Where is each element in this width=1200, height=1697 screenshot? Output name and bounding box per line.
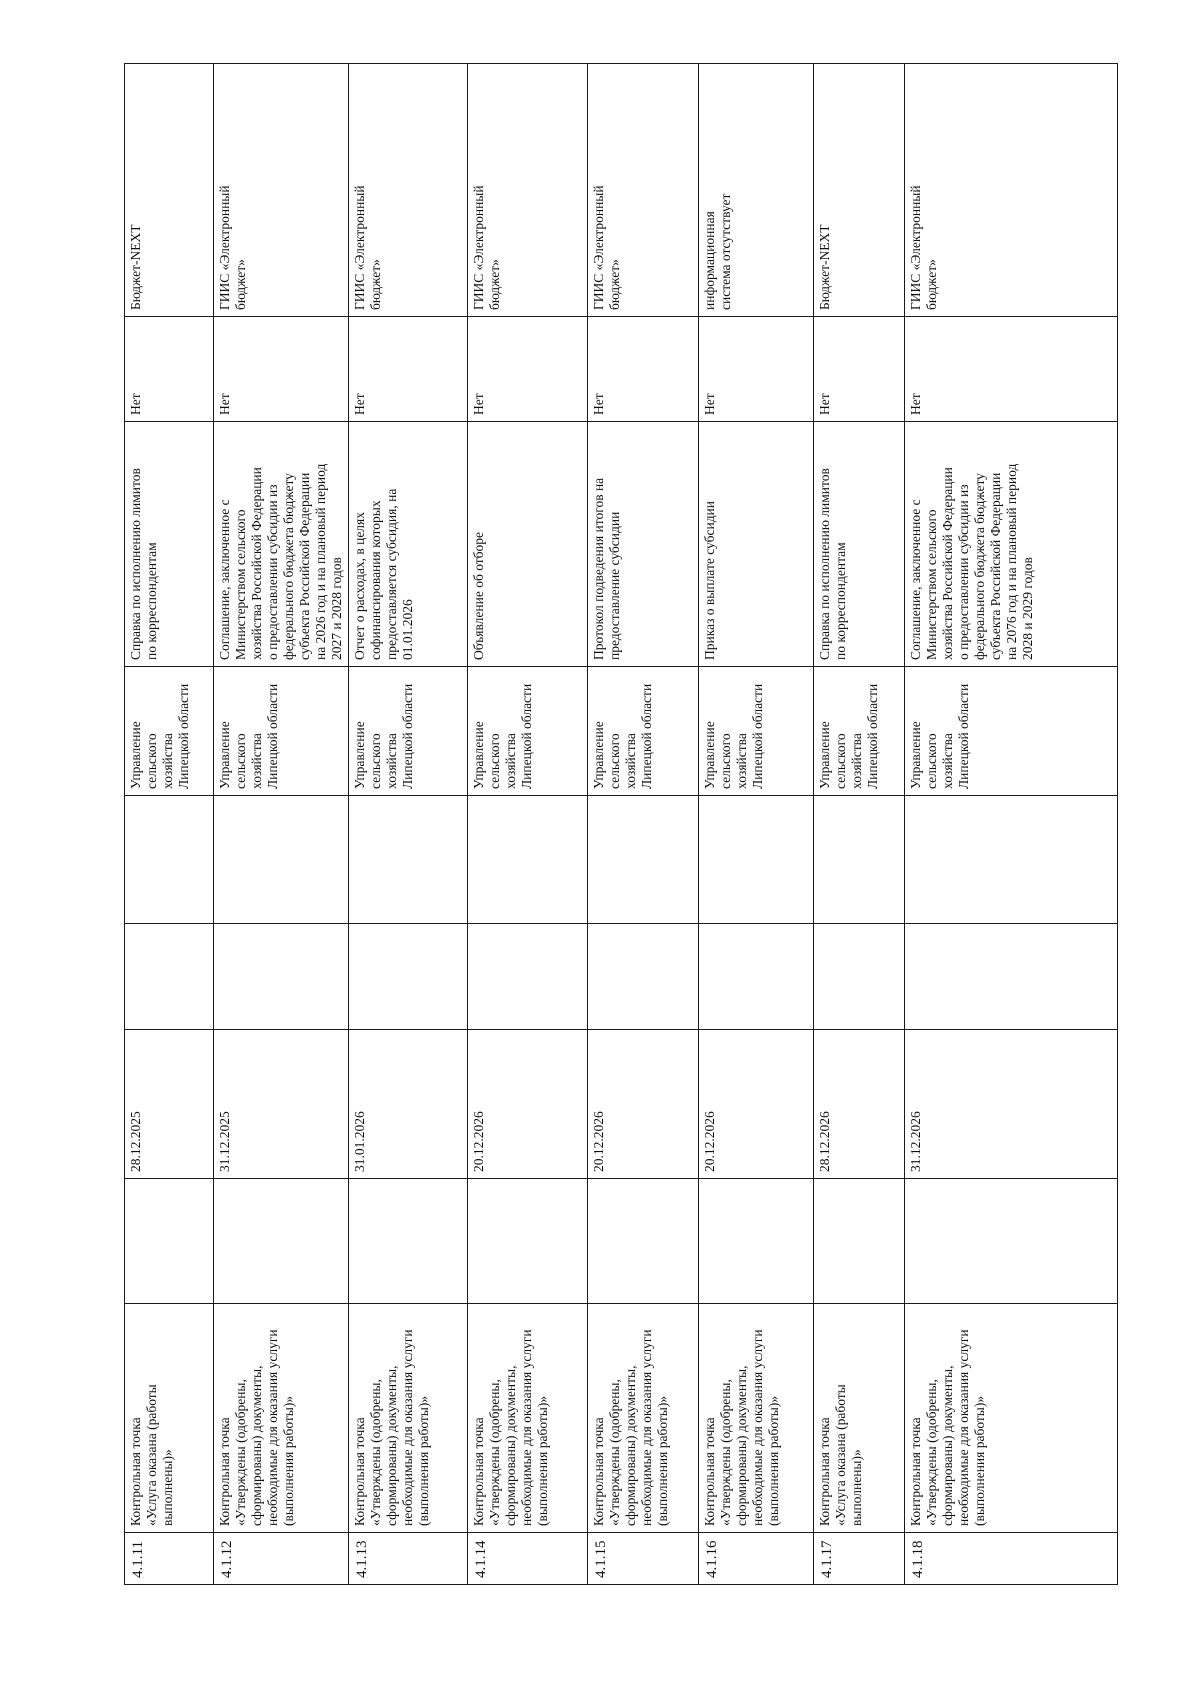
information-system: ГИИС «Электронный бюджет» xyxy=(588,64,699,317)
date-cell: 31.12.2026 xyxy=(905,1030,1118,1179)
document-type: Справка по исполнению лимитов по корреспондентам xyxy=(125,422,214,667)
flag-cell: Нет xyxy=(588,317,699,422)
empty-cell xyxy=(125,1179,214,1304)
row-number: 4.1.18 xyxy=(905,1533,1118,1585)
responsible-executor: Управление сельского хозяйства Липецкой области xyxy=(814,667,905,796)
date-cell: 31.01.2026 xyxy=(349,1030,468,1179)
document-type: Соглашение, заключенное с Министерством сельского хозяйства Российской Федерации о предоставлении субсидии из федерального бюджета бюджету субъекта Российской Федерации на 2026 год и на плановый период 2027 и 2028 годов xyxy=(214,422,349,667)
responsible-executor: Управление сельского хозяйства Липецкой области xyxy=(699,667,814,796)
flag-cell: Нет xyxy=(814,317,905,422)
row-number: 4.1.15 xyxy=(588,1533,699,1585)
flag-cell: Нет xyxy=(349,317,468,422)
information-system: Бюджет-NEXT xyxy=(125,64,214,317)
information-system: ГИИС «Электронный бюджет» xyxy=(214,64,349,317)
control-point-name: Контрольная точка «Утверждены (одобрены, сформированы) документы, необходимые для оказания услуги (выполнения работы)» xyxy=(468,1304,588,1533)
empty-cell xyxy=(588,1179,699,1304)
flag-cell: Нет xyxy=(699,317,814,422)
empty-cell xyxy=(125,924,214,1030)
empty-cell xyxy=(588,796,699,924)
row-number: 4.1.13 xyxy=(349,1533,468,1585)
date-cell: 20.12.2026 xyxy=(699,1030,814,1179)
empty-cell xyxy=(214,924,349,1030)
responsible-executor: Управление сельского хозяйства Липецкой области xyxy=(468,667,588,796)
empty-cell xyxy=(905,796,1118,924)
empty-cell xyxy=(814,796,905,924)
responsible-executor: Управление сельского хозяйства Липецкой области xyxy=(349,667,468,796)
row-number: 4.1.11 xyxy=(125,1533,214,1585)
empty-cell xyxy=(468,924,588,1030)
control-point-name: Контрольная точка «Услуга оказана (работы выполнены)» xyxy=(814,1304,905,1533)
table-row xyxy=(125,64,214,1585)
document-type: Приказ о выплате субсидии xyxy=(699,422,814,667)
empty-cell xyxy=(349,1179,468,1304)
flag-cell: Нет xyxy=(905,317,1118,422)
table-row xyxy=(349,64,468,1585)
responsible-executor: Управление сельского хозяйства Липецкой области xyxy=(214,667,349,796)
empty-cell xyxy=(814,924,905,1030)
document-type: Соглашение, заключенное с Министерством сельского хозяйства Российской Федерации о предоставлении субсидии из федерального бюджета бюджету субъекта Российской Федерации на 2076 год и на плановый период 2028 и 2029 годов xyxy=(905,422,1118,667)
date-cell: 20.12.2026 xyxy=(468,1030,588,1179)
flag-cell: Нет xyxy=(214,317,349,422)
table-row xyxy=(468,64,588,1585)
empty-cell xyxy=(699,796,814,924)
responsible-executor: Управление сельского хозяйства Липецкой области xyxy=(905,667,1118,796)
information-system: ГИИС «Электронный бюджет» xyxy=(905,64,1118,317)
empty-cell xyxy=(214,1179,349,1304)
document-type: Отчет о расходах, в целях софинансирования которых предоставляется субсидия, на 01.01.2026 xyxy=(349,422,468,667)
control-points-table xyxy=(124,63,1118,1585)
information-system: ГИИС «Электронный бюджет» xyxy=(468,64,588,317)
table-body xyxy=(125,64,1118,1585)
information-system: Бюджет-NEXT xyxy=(814,64,905,317)
empty-cell xyxy=(905,1179,1118,1304)
information-system: ГИИС «Электронный бюджет» xyxy=(349,64,468,317)
row-number: 4.1.14 xyxy=(468,1533,588,1585)
row-number: 4.1.12 xyxy=(214,1533,349,1585)
date-cell: 28.12.2026 xyxy=(814,1030,905,1179)
empty-cell xyxy=(905,924,1118,1030)
document-type: Объявление об отборе xyxy=(468,422,588,667)
date-cell: 20.12.2026 xyxy=(588,1030,699,1179)
empty-cell xyxy=(588,924,699,1030)
control-point-name: Контрольная точка «Услуга оказана (работы выполнены)» xyxy=(125,1304,214,1533)
empty-cell xyxy=(125,796,214,924)
date-cell: 28.12.2025 xyxy=(125,1030,214,1179)
table-row xyxy=(214,64,349,1585)
empty-cell xyxy=(814,1179,905,1304)
date-cell: 31.12.2025 xyxy=(214,1030,349,1179)
empty-cell xyxy=(214,796,349,924)
empty-cell xyxy=(468,1179,588,1304)
flag-cell: Нет xyxy=(468,317,588,422)
responsible-executor: Управление сельского хозяйства Липецкой области xyxy=(125,667,214,796)
control-point-name: Контрольная точка «Утверждены (одобрены, сформированы) документы, необходимые для оказания услуги (выполнения работы)» xyxy=(214,1304,349,1533)
document-type: Протокол подведения итогов на предоставление субсидии xyxy=(588,422,699,667)
empty-cell xyxy=(349,924,468,1030)
table-row xyxy=(588,64,699,1585)
control-point-name: Контрольная точка «Утверждены (одобрены, сформированы) документы, необходимые для оказания услуги (выполнения работы)» xyxy=(349,1304,468,1533)
flag-cell: Нет xyxy=(125,317,214,422)
table-row xyxy=(905,64,1118,1585)
document-type: Справка по исполнению лимитов по корреспондентам xyxy=(814,422,905,667)
empty-cell xyxy=(468,796,588,924)
row-number: 4.1.16 xyxy=(699,1533,814,1585)
empty-cell xyxy=(699,1179,814,1304)
table-row xyxy=(814,64,905,1585)
empty-cell xyxy=(699,924,814,1030)
responsible-executor: Управление сельского хозяйства Липецкой области xyxy=(588,667,699,796)
control-point-name: Контрольная точка «Утверждены (одобрены, сформированы) документы, необходимые для оказания услуги (выполнения работы)» xyxy=(588,1304,699,1533)
table-row xyxy=(699,64,814,1585)
empty-cell xyxy=(349,796,468,924)
row-number: 4.1.17 xyxy=(814,1533,905,1585)
control-point-name: Контрольная точка «Утверждены (одобрены, сформированы) документы, необходимые для оказания услуги (выполнения работы)» xyxy=(699,1304,814,1533)
control-point-name: Контрольная точка «Утверждены (одобрены, сформированы) документы, необходимые для оказания услуги (выполнения работы)» xyxy=(905,1304,1118,1533)
information-system: информационная система отсутствует xyxy=(699,64,814,317)
